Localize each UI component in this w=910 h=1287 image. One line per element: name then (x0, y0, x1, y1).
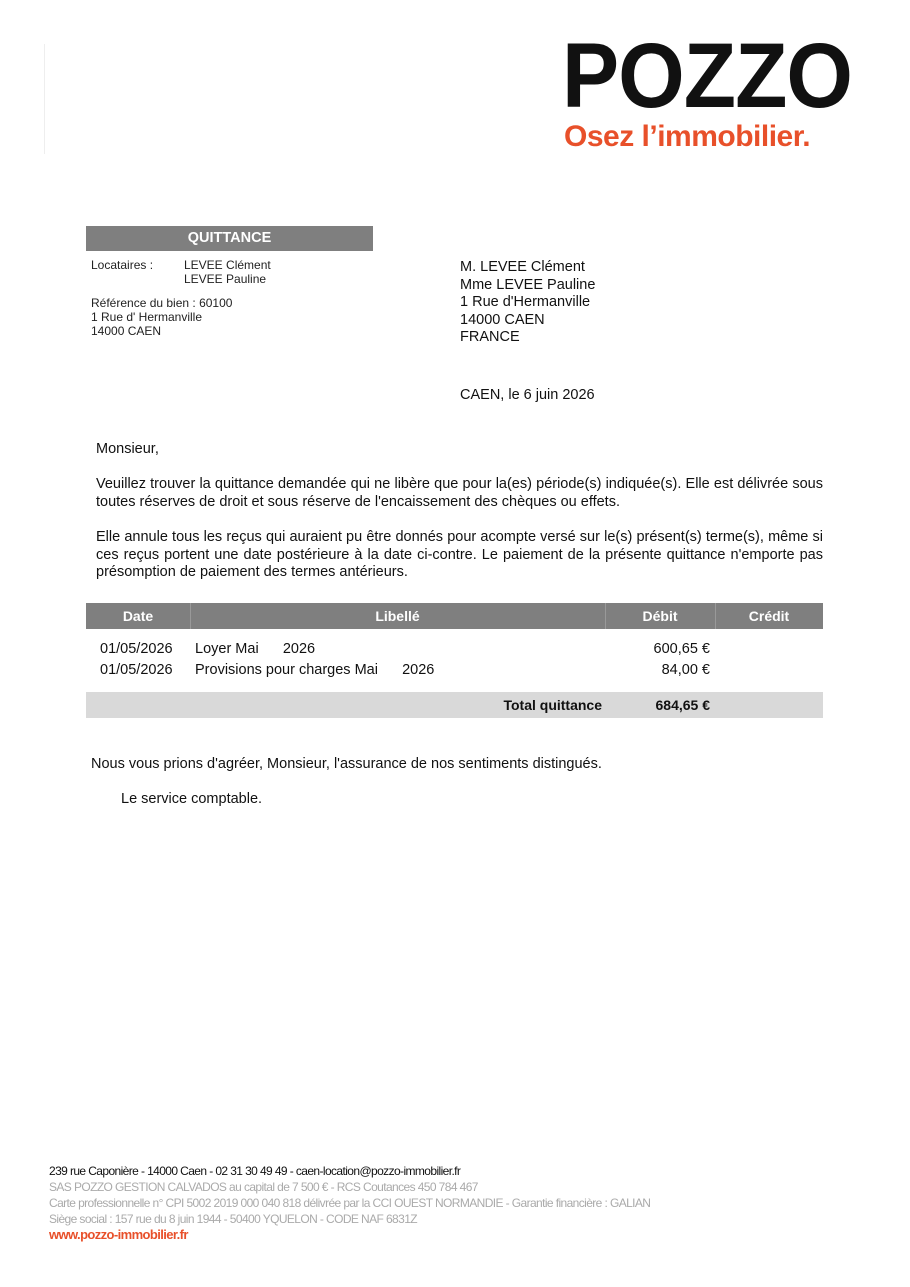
margin-line (44, 44, 45, 154)
locataires-label: Locataires : (91, 258, 154, 272)
recipient-address (460, 259, 595, 347)
quittance-title: QUITTANCE (86, 226, 373, 251)
column-separator (190, 603, 191, 629)
recipient-line: 1 Rue d'Hermanville (460, 294, 591, 310)
column-header-libelle: Libellé (190, 603, 605, 629)
property-city-line: 14000 CAEN (91, 324, 162, 338)
recipient-line: Mme LEVEE Pauline (460, 276, 596, 293)
footer (49, 1163, 650, 1243)
row-2-date: 01/05/2026 (100, 662, 173, 678)
locataire-name: LEVEE Pauline (184, 272, 267, 286)
recipient-line: FRANCE (460, 329, 520, 345)
footer-head-office: Siège social : 157 rue du 8 juin 1944 - 50400 YQUELON - CODE NAF 6831Z (49, 1212, 417, 1226)
total-value: 684,65 € (655, 697, 710, 713)
reference-line: Référence du bien : 60100 (91, 296, 233, 310)
row-1-date: 01/05/2026 (100, 641, 173, 657)
row-1-libelle: Loyer Mai 2026 (195, 641, 316, 657)
column-separator (605, 603, 606, 629)
column-separator (715, 603, 716, 629)
recipient-line: M. LEVEE Clément (460, 259, 585, 275)
column-header-debit: Débit (605, 603, 715, 629)
closing-formula: Nous vous prions d'agréer, Monsieur, l'assurance de nos sentiments distingués. (91, 756, 602, 772)
locataire-name: LEVEE Clément (184, 258, 271, 272)
footer-license: Carte professionnelle n° CPI 5002 2019 000 040 818 délivrée par la CCI OUEST NORMANDIE - Garantie financière : GALIAN (49, 1196, 651, 1210)
recipient-line: 14000 CAEN (460, 311, 545, 328)
column-header-date: Date (86, 603, 190, 629)
row-2-libelle: Provisions pour charges Mai 2026 (195, 662, 435, 678)
footer-company: SAS POZZO GESTION CALVADOS au capital de 7 500 € - RCS Coutances 450 784 467 (49, 1180, 478, 1194)
row-2-debit: 84,00 € (661, 662, 710, 678)
brand-tagline: Osez l’immobilier. (564, 120, 811, 153)
column-header-credit: Crédit (715, 603, 823, 629)
property-address-line: 1 Rue d' Hermanville (91, 310, 203, 324)
paragraph-1: Veuillez trouver la quittance demandée qui ne libère que pour la(es) période(s) indiquée(s). Elle est délivrée sous toutes réserves de droit et sous réserve de l'encaissement des chèques ou effets. (96, 476, 823, 510)
letter-date: CAEN, le 6 juin 2026 (460, 387, 595, 403)
brand-logo: POZZO (562, 25, 853, 127)
footer-website-link[interactable]: www.pozzo-immobilier.fr (49, 1227, 188, 1242)
footer-contact: 239 rue Caponière - 14000 Caen - 02 31 30 49 49 - caen-location@pozzo-immobilier.fr (49, 1164, 461, 1178)
salutation: Monsieur, (96, 441, 159, 457)
locataires-list (184, 258, 271, 286)
property-reference (91, 296, 232, 338)
signature: Le service comptable. (121, 791, 263, 807)
row-1-debit: 600,65 € (653, 641, 710, 657)
total-label: Total quittance (503, 697, 602, 713)
paragraph-2: Elle annule tous les reçus qui auraient pu être donnés pour acompte versé sur le(s) présent(s) terme(s), même si ces reçus portent une date postérieure à la date ci-contre. Le paiement de la présente quittance n'emporte pas présomption de paiement des termes antérieurs. (96, 529, 823, 580)
